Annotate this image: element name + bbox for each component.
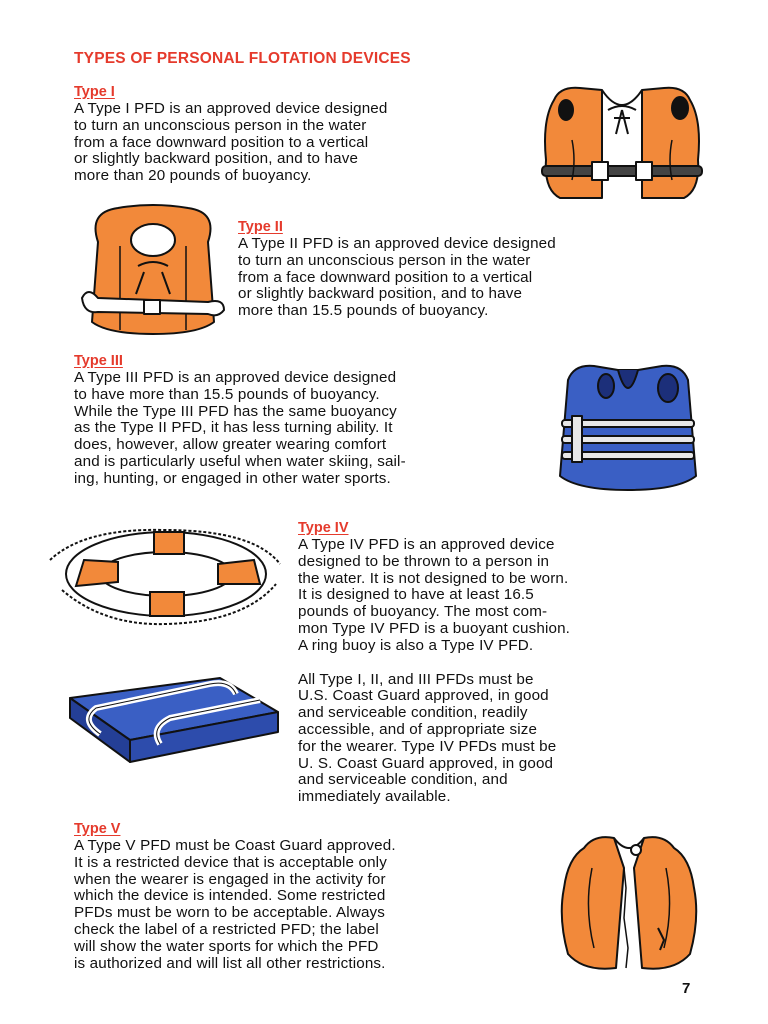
- body-line: when the wearer is engaged in the activity for: [74, 870, 386, 888]
- body-line: A Type II PFD is an approved device designed: [238, 235, 556, 252]
- body-line: and is particularly useful when water skiing, sail-: [74, 452, 406, 470]
- body-line: It is designed to have at least 16.5: [298, 586, 534, 604]
- body-line: will show the water sports for which the PFD: [74, 937, 379, 955]
- body-line: as the Type II PFD, it has less turning ability. It: [74, 419, 393, 437]
- body-line: A Type V PFD must be Coast Guard approved.: [74, 837, 396, 854]
- section-body: [74, 370, 406, 488]
- section-body: [74, 838, 396, 972]
- body-line: ing, hunting, or engaged in other water sports.: [74, 469, 391, 487]
- section-type-4: [298, 520, 570, 806]
- body-line: to have more than 15.5 pounds of buoyancy.: [74, 385, 380, 403]
- body-line: mon Type IV PFD is a buoyant cushion.: [298, 619, 571, 637]
- section-type-2: [238, 219, 556, 320]
- section-heading: Type V: [74, 821, 121, 837]
- body-line: or slightly backward position, and to have: [74, 150, 359, 168]
- body-line: A Type III PFD is an approved device designed: [74, 369, 397, 386]
- body-line: A ring buoy is also a Type IV PFD.: [298, 636, 534, 654]
- page-title: TYPES OF PERSONAL FLOTATION DEVICES: [74, 50, 411, 67]
- section-heading: Type II: [238, 219, 283, 235]
- body-line: from a face downward position to a vertical: [238, 268, 533, 286]
- orange-vest-with-straps-icon: [532, 80, 712, 210]
- body-line: to turn an unconscious person in the water: [74, 116, 367, 134]
- body-line: and serviceable condition, readily: [298, 704, 528, 722]
- section-type-5: [74, 821, 396, 972]
- body-line: pounds of buoyancy. The most com-: [298, 603, 548, 621]
- body-line: and serviceable condition, and: [298, 771, 508, 789]
- section-heading: Type III: [74, 353, 123, 369]
- body-line: immediately available.: [298, 788, 451, 806]
- approval-paragraph: [298, 672, 570, 806]
- body-line: from a face downward position to a vertical: [74, 133, 369, 151]
- body-line: more than 20 pounds of buoyancy.: [74, 167, 312, 185]
- section-body: [74, 101, 387, 185]
- body-line: A Type IV PFD is an approved device: [298, 536, 555, 553]
- orange-collar-vest-icon: [78, 202, 228, 342]
- body-line: U.S. Coast Guard approved, in good: [298, 687, 549, 705]
- body-line: A Type I PFD is an approved device designed: [74, 100, 388, 117]
- section-body: [238, 236, 556, 320]
- section-heading: Type I: [74, 84, 115, 100]
- body-line: It is a restricted device that is acceptable only: [74, 853, 387, 871]
- body-line: accessible, and of appropriate size: [298, 720, 538, 738]
- section-type-1: [74, 84, 387, 185]
- body-line: or slightly backward position, and to have: [238, 285, 523, 303]
- body-line: designed to be thrown to a person in: [298, 552, 550, 570]
- body-line: is authorized and will list all other restrictions.: [74, 954, 386, 972]
- inflatable-vest-icon: [554, 828, 704, 978]
- body-line: U. S. Coast Guard approved, in good: [298, 754, 554, 772]
- ring-buoy-icon: [44, 520, 284, 630]
- body-line: the water. It is not designed to be worn.: [298, 569, 569, 587]
- section-body: [298, 537, 570, 655]
- page-number: 7: [682, 980, 691, 997]
- body-line: All Type I, II, and III PFDs must be: [298, 670, 534, 688]
- body-line: to turn an unconscious person in the water: [238, 251, 531, 269]
- blue-vest-icon: [548, 356, 708, 496]
- body-line: check the label of a restricted PFD; the label: [74, 920, 379, 938]
- section-heading: Type IV: [298, 520, 349, 536]
- body-line: While the Type III PFD has the same buoyancy: [74, 402, 397, 420]
- body-line: for the wearer. Type IV PFDs must be: [298, 737, 557, 755]
- body-line: more than 15.5 pounds of buoyancy.: [238, 302, 489, 320]
- section-type-3: [74, 353, 406, 488]
- body-line: which the device is intended. Some restricted: [74, 887, 386, 905]
- body-line: PFDs must be worn to be acceptable. Always: [74, 904, 386, 922]
- buoyant-cushion-icon: [60, 658, 290, 768]
- body-line: does, however, allow greater wearing comfort: [74, 436, 387, 454]
